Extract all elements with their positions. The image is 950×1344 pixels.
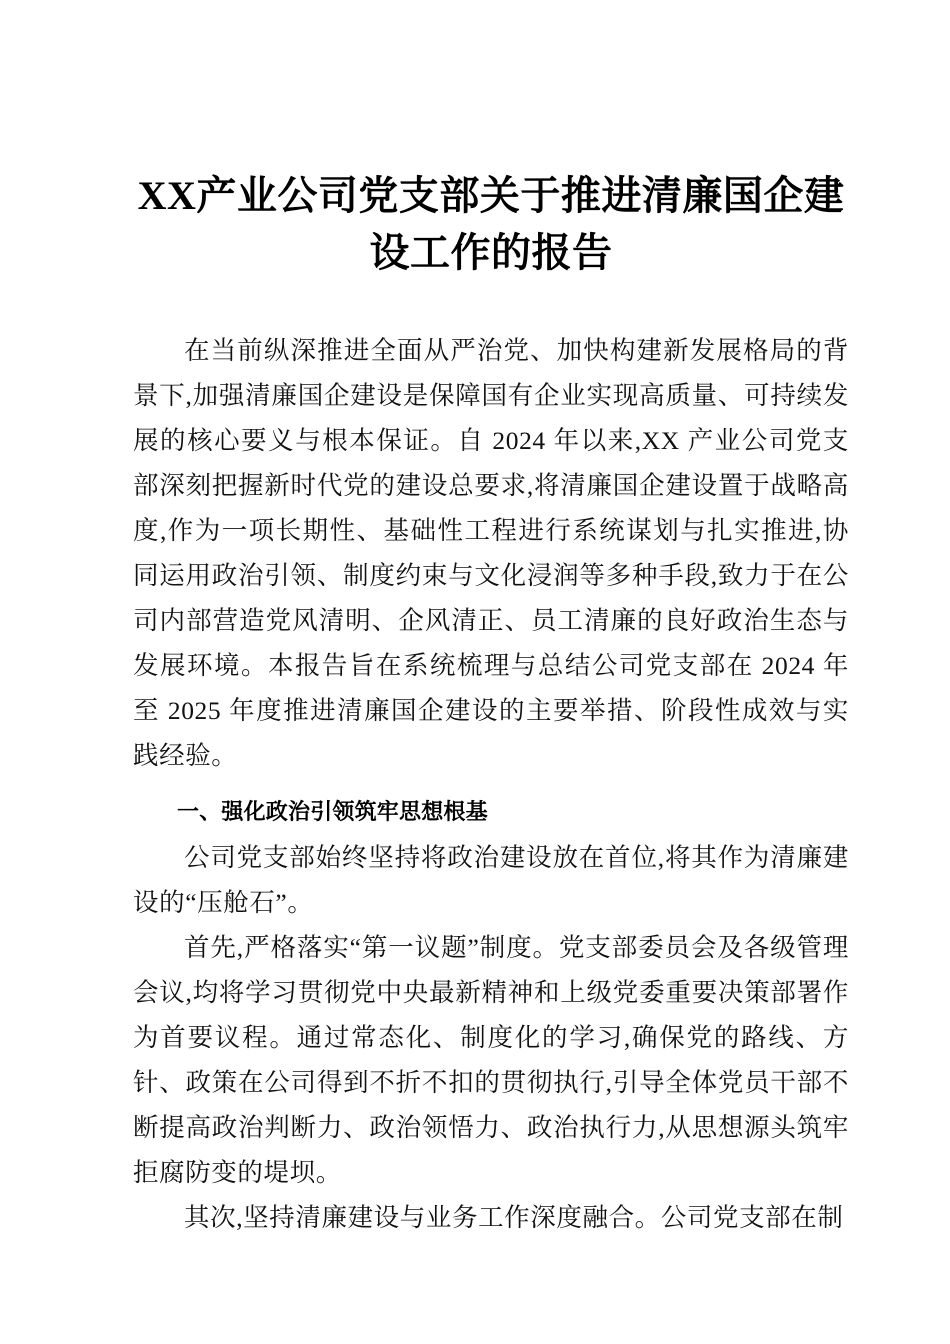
section-heading-1: 一、强化政治引领筑牢思想根基 <box>177 799 488 825</box>
body-paragraph-4: 其次,坚持清廉建设与业务工作深度融合。公司党支部在制 <box>184 1202 844 1232</box>
body-paragraph-1: 在当前纵深推进全面从严治党、加快构建新发展格局的背景下,加强清廉国企建设是保障国有企业实现高质量、可持续发展的核心要义与根本保证。自 2024 年以来,XX 产业公司党支部深刻把握新时代党的建设总要求,将清廉国企建设置于战略高度,作为一项长期性、基础性工程进行系统谋划与扎实推进,协同运用政治引领、制度约束与文化浸润等多种手段,致力于在公司内部营造党风清明、企风清正、员工清廉的良好政治生态与发展环境。本报告旨在系统梳理与总结公司党支部在 2024 年至 2025 年度推进清廉国企建设的主要举措、阶段性成效与实践经验。 <box>133 335 849 770</box>
page-title: XX产业公司党支部关于推进清廉国企建设工作的报告 <box>137 173 845 275</box>
body-paragraph-2: 公司党支部始终坚持将政治建设放在首位,将其作为清廉建设的“压舱石”。 <box>133 842 849 917</box>
document-content-column <box>133 0 849 1240</box>
body-paragraph-3: 首先,严格落实“第一议题”制度。党支部委员会及各级管理会议,均将学习贯彻党中央最新精神和上级党委重要决策部署作为首要议程。通过常态化、制度化的学习,确保党的路线、方针、政策在公司得到不折不扣的贯彻执行,引导全体党员干部不断提高政治判断力、政治领悟力、政治执行力,从思想源头筑牢拒腐防变的堤坝。 <box>133 932 849 1187</box>
